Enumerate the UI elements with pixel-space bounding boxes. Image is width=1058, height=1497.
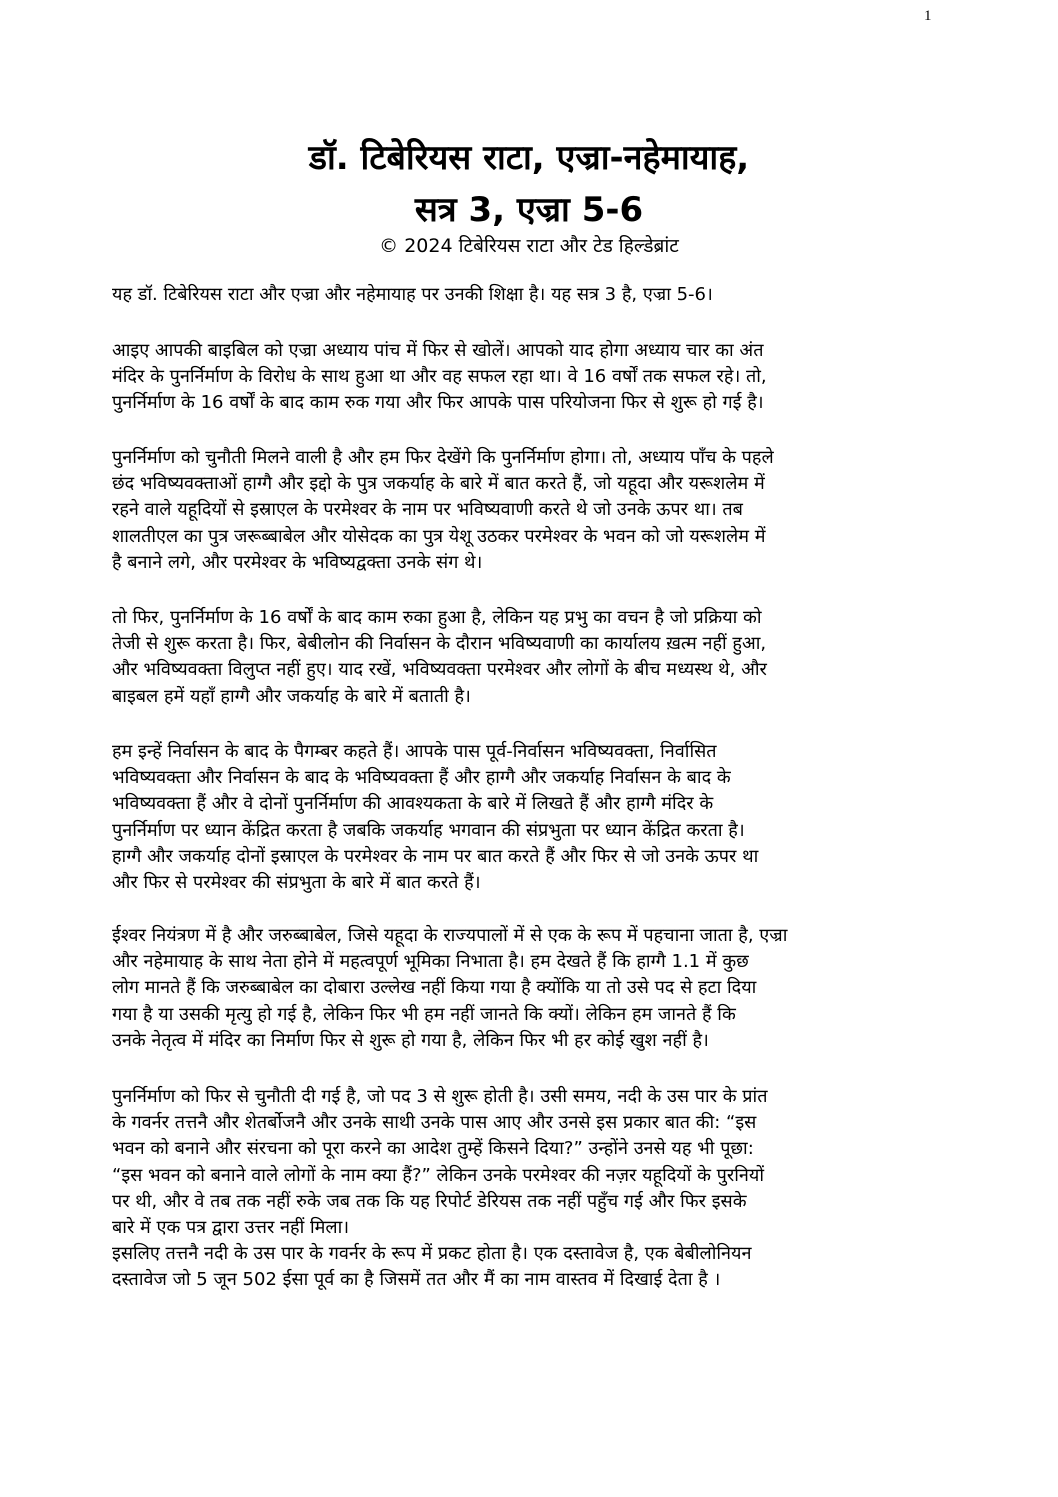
paragraph — [112, 282, 952, 308]
text-line: पर थी, और वे तब तक नहीं रुके जब तक कि यह रिपोर्ट डेरियस तक नहीं पहुँच गई और फिर इसके — [112, 1190, 747, 1212]
text-line: पुनर्निर्माण पर ध्यान केंद्रित करता है जबकि जकर्याह भगवान की संप्रभुता पर ध्यान केंद्रित करता है। — [112, 819, 745, 841]
text-line: हम इन्हें निर्वासन के बाद के पैगम्बर कहते हैं। आपके पास पूर्व-निर्वासन भविष्यवक्ता, निर्वासित — [112, 741, 717, 762]
paragraph — [112, 1241, 952, 1293]
text-line: तो फिर, पुनर्निर्माण के 16 वर्षों के बाद काम रुका हुआ है, लेकिन यह प्रभु का वचन है जो प्रक्रिया को — [112, 607, 762, 628]
text-line: तेजी से शुरू करता है। फिर, बेबीलोन की निर्वासन के दौरान भविष्यवाणी का कार्यालय ख़त्म नहीं हुआ, — [112, 633, 767, 655]
text-line: दस्तावेज जो 5 जून 502 ईसा पूर्व का है जिसमें तत और मैं का नाम वास्तव में दिखाई देता है । — [112, 1269, 721, 1291]
page-number: 1 — [924, 8, 932, 24]
text-line: और भविष्यवक्ता विलुप्त नहीं हुए। याद रखें, भविष्यवक्ता परमेश्वर और लोगों के बीच मध्यस्थ थे, और — [112, 659, 767, 681]
text-line: रहने वाले यहूदियों से इस्राएल के परमेश्वर के नाम पर भविष्यवाणी करते थे जो उनके ऊपर था। तब — [112, 499, 743, 521]
text-line: बारे में एक पत्र द्वारा उत्तर नहीं मिला। — [112, 1217, 350, 1239]
text-line: और नहेमायाह के साथ नेता होने में महत्वपूर्ण भूमिका निभाता है। हम देखते हैं कि हाग्गै 1.1 में कुछ — [112, 951, 749, 973]
text-line: है बनाने लगे, और परमेश्वर के भविष्यद्वक्ता उनके संग थे। — [112, 551, 483, 573]
paragraph — [112, 739, 952, 896]
text-line: उनके नेतृत्व में मंदिर का निर्माण फिर से शुरू हो गया है, लेकिन फिर भी हर कोई खुश नहीं है। — [112, 1029, 709, 1051]
text-line: पुनर्निर्माण के 16 वर्षों के बाद काम रुक गया और फिर आपके पास परियोजना फिर से शुरू हो गई है। — [112, 392, 764, 414]
text-line: बाइबल हमें यहाँ हाग्गै और जकर्याह के बारे में बताती है। — [112, 685, 471, 707]
text-line: लोग मानते हैं कि जरुब्बाबेल का दोबारा उल्लेख नहीं किया गया है क्योंकि या तो उसे पद से हटा दिया — [112, 977, 757, 999]
text-line: इसलिए तत्तनै नदी के उस पार के गवर्नर के रूप में प्रकट होता है। एक दस्तावेज है, एक बेबीलोनियन — [112, 1243, 752, 1264]
document-title-line-2: सत्र 3, एज्रा 5-6 — [414, 190, 644, 230]
text-line: छंद भविष्यवक्ताओं हाग्गै और इद्दो के पुत्र जकर्याह के बारे में बात करते हैं, जो यहूदा और यरूशलेम में — [112, 473, 765, 495]
text-line: मंदिर के पुनर्निर्माण के विरोध के साथ हुआ था और वह सफल रहा था। वे 16 वर्षों तक सफल रहे। तो, — [112, 366, 767, 388]
text-line: हाग्गै और जकर्याह दोनों इस्राएल के परमेश्वर के नाम पर बात करते हैं और फिर से जो उनके ऊपर था — [112, 845, 759, 867]
text-line: भविष्यवक्ता हैं और वे दोनों पुनर्निर्माण की आवश्यकता के बारे में लिखते हैं और हाग्गै मंदिर के — [112, 793, 714, 815]
text-line: “इस भवन को बनाने वाले लोगों के नाम क्या हैं?” लेकिन उनके परमेश्वर की नज़र यहूदियों के पुरनियों — [112, 1164, 765, 1186]
paragraph — [112, 338, 952, 417]
text-line: गया है या उसकी मृत्यु हो गई है, लेकिन फिर भी हम नहीं जानते कि क्यों। लेकिन हम जानते हैं कि — [112, 1003, 736, 1025]
paragraph — [112, 1084, 952, 1241]
paragraph — [112, 923, 952, 1054]
paragraph — [112, 445, 952, 576]
copyright-line: © 2024 टिबेरियस राटा और टेड हिल्डेब्रांट — [379, 235, 679, 257]
text-line: पुनर्निर्माण को चुनौती मिलने वाली है और हम फिर देखेंगे कि पुनर्निर्माण होगा। तो, अध्याय पाँच के पहले — [112, 447, 774, 468]
text-line: के गवर्नर तत्तनै और शेतर्बोजनै और उनके साथी उनके पास आए और उनसे इस प्रकार बात की: “इस — [112, 1112, 757, 1134]
text-line: और फिर से परमेश्वर की संप्रभुता के बारे में बात करते हैं। — [112, 872, 481, 894]
text-line: यह डॉ. टिबेरियस राटा और एज्रा और नहेमायाह पर उनकी शिक्षा है। यह सत्र 3 है, एज्रा 5-6। — [112, 284, 713, 305]
text-line: ईश्वर नियंत्रण में है और जरुब्बाबेल, जिसे यहूदा के राज्यपालों में से एक के रूप में पहचाना जाता है, एज्रा — [112, 925, 788, 946]
text-line: आइए आपकी बाइबिल को एज्रा अध्याय पांच में फिर से खोलें। आपको याद होगा अध्याय चार का अंत — [112, 340, 764, 361]
text-line: भवन को बनाने और संरचना को पूरा करने का आदेश तुम्हें किसने दिया?” उन्होंने उनसे यह भी पूछा: — [112, 1138, 754, 1160]
paragraph — [112, 605, 952, 710]
text-line: पुनर्निर्माण को फिर से चुनौती दी गई है, जो पद 3 से शुरू होती है। उसी समय, नदी के उस पार के प्रांत — [112, 1086, 768, 1107]
text-line: शालतीएल का पुत्र जरूब्बाबेल और योसेदक का पुत्र येशू उठकर परमेश्वर के भवन को जो यरूशलेम में — [112, 525, 766, 547]
document-title-line-1: डॉ. टिबेरियस राटा, एज्रा-नहेमायाह, — [308, 138, 750, 178]
text-line: भविष्यवक्ता और निर्वासन के बाद के भविष्यवक्ता हैं और हाग्गै और जकर्याह निर्वासन के बाद के — [112, 767, 731, 789]
